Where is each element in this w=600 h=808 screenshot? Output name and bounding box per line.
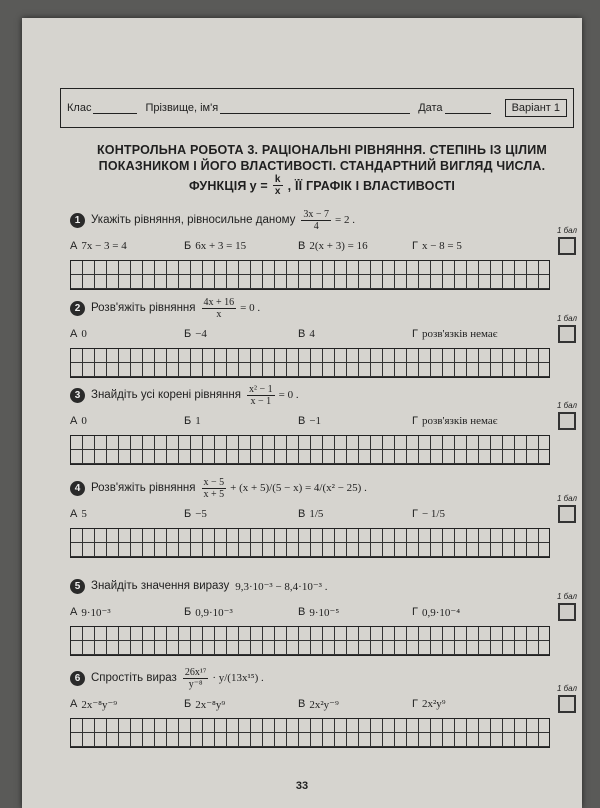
student-info-header — [60, 88, 574, 128]
answer-option[interactable] — [70, 415, 184, 427]
answer-option[interactable] — [298, 240, 412, 252]
fraction-denominator: 4 — [313, 220, 319, 232]
answer-option[interactable] — [412, 508, 526, 520]
name-input-line[interactable] — [220, 103, 410, 114]
score-label: 1 бал — [556, 226, 578, 235]
option-value: −4 — [195, 328, 207, 340]
option-letter: А — [70, 606, 78, 618]
option-value: розв'язків немає — [421, 328, 498, 340]
task-fraction — [202, 297, 237, 320]
option-letter: А — [70, 508, 78, 520]
fraction-numerator: 4x + 16 — [203, 296, 235, 308]
fraction-denominator: x + 5 — [203, 488, 225, 500]
score-marker — [554, 401, 580, 430]
title-equation: y = — [249, 178, 268, 193]
task-3 — [70, 383, 580, 465]
class-input-line[interactable] — [93, 103, 137, 114]
fraction-numerator: 26x¹⁷ — [184, 666, 207, 678]
expression-tail: = 2 . — [335, 214, 355, 226]
answer-options — [70, 694, 580, 714]
option-value: −5 — [195, 508, 207, 520]
score-marker — [554, 494, 580, 523]
answer-option[interactable] — [298, 415, 412, 427]
fraction-numerator: 3x − 7 — [303, 208, 330, 220]
option-letter: В — [298, 508, 306, 520]
answer-options — [70, 324, 580, 344]
expression-tail: = 0 . — [240, 302, 261, 314]
option-value: 9·10⁻³ — [81, 606, 111, 619]
task-number-badge: 4 — [70, 481, 85, 496]
option-value: 0 — [81, 415, 87, 427]
option-value: 2x²y⁻⁹ — [309, 698, 339, 711]
task-text: Знайдіть усі корені рівняння — [91, 389, 241, 401]
score-checkbox[interactable] — [558, 237, 576, 255]
fraction-denominator: x − 1 — [250, 395, 272, 407]
task-expression — [299, 209, 355, 232]
option-letter: Б — [184, 508, 192, 520]
task-6 — [70, 666, 580, 748]
option-letter: Г — [412, 606, 418, 618]
option-letter: Б — [184, 698, 192, 710]
option-value: 2(x + 3) = 16 — [309, 240, 368, 252]
page-number: 33 — [295, 780, 309, 792]
option-letter: Б — [184, 240, 192, 252]
answer-option[interactable] — [412, 415, 526, 427]
answer-option[interactable] — [298, 606, 412, 619]
option-letter: Г — [412, 508, 418, 520]
option-value: x − 8 = 5 — [421, 240, 462, 252]
option-letter: В — [298, 698, 306, 710]
answer-grid[interactable] — [70, 626, 550, 656]
task-number-badge: 5 — [70, 579, 85, 594]
task-number-badge: 1 — [70, 213, 85, 228]
title-line-2: ПОКАЗНИКОМ І ЙОГО ВЛАСТИВОСТІ. СТАНДАРТНИЙ ВИГЛЯД ЧИСЛА. — [98, 159, 546, 173]
score-checkbox[interactable] — [558, 412, 576, 430]
option-value: 5 — [81, 508, 87, 520]
task-expression — [200, 477, 367, 500]
name-label: Прізвище, ім'я — [145, 102, 219, 114]
option-letter: А — [70, 415, 78, 427]
answer-options — [70, 504, 580, 524]
variant-label: Варіант 1 — [505, 99, 567, 117]
option-letter: В — [298, 606, 306, 618]
option-letter: Б — [184, 328, 192, 340]
score-marker — [554, 226, 580, 255]
answer-options — [70, 602, 580, 622]
date-label: Дата — [418, 102, 443, 114]
fraction-denominator: x — [216, 308, 222, 320]
expression-tail: = 0 . — [278, 389, 299, 401]
answer-option[interactable] — [184, 328, 298, 340]
answer-option[interactable] — [184, 606, 298, 619]
class-field[interactable] — [67, 102, 137, 114]
option-value: 0 — [81, 328, 87, 340]
answer-grid[interactable] — [70, 260, 550, 290]
task-statement — [70, 476, 580, 500]
task-expression — [233, 580, 327, 593]
option-letter: Б — [184, 415, 192, 427]
title-line-3 — [189, 174, 455, 197]
task-number-badge: 2 — [70, 301, 85, 316]
option-letter: Г — [412, 698, 418, 710]
title-frac-den: x — [274, 186, 281, 197]
option-value: 1/5 — [309, 508, 324, 520]
answer-option[interactable] — [70, 698, 184, 711]
answer-option[interactable] — [70, 508, 184, 520]
answer-grid[interactable] — [70, 528, 550, 558]
score-label: 1 бал — [556, 494, 578, 503]
option-value: −1 — [309, 415, 322, 427]
option-value: 1 — [195, 415, 201, 427]
answer-options — [70, 411, 580, 431]
task-text: Знайдіть значення виразу — [91, 580, 230, 592]
option-value: 2x⁻⁸y⁻⁹ — [81, 698, 118, 711]
task-text: Розв'яжіть рівняння — [91, 482, 196, 494]
answer-grid[interactable] — [70, 435, 550, 465]
name-field[interactable] — [145, 102, 410, 114]
task-number-badge: 6 — [70, 671, 85, 686]
score-marker — [554, 314, 580, 343]
answer-option[interactable] — [184, 240, 298, 252]
option-letter: Г — [412, 240, 418, 252]
fraction-numerator: x − 5 — [203, 476, 225, 488]
task-fraction — [247, 384, 275, 407]
answer-option[interactable] — [184, 698, 298, 711]
option-letter: А — [70, 240, 78, 252]
option-value: 7x − 3 = 4 — [81, 240, 127, 252]
title-frac-num: k — [274, 174, 281, 185]
option-value: 9·10⁻⁵ — [309, 606, 340, 619]
task-statement — [70, 666, 580, 690]
task-fraction — [301, 209, 331, 232]
worksheet-page — [22, 18, 582, 808]
answer-option[interactable] — [298, 698, 412, 711]
score-label: 1 бал — [556, 592, 578, 601]
answer-option[interactable] — [412, 698, 526, 710]
score-checkbox[interactable] — [558, 325, 576, 343]
answer-option[interactable] — [70, 240, 184, 252]
task-text: Розв'яжіть рівняння — [91, 302, 196, 314]
task-statement — [70, 296, 580, 320]
option-letter: В — [298, 415, 306, 427]
task-statement — [70, 208, 580, 232]
answer-grid[interactable] — [70, 348, 550, 378]
option-letter: Б — [184, 606, 192, 618]
task-expression — [181, 667, 264, 690]
option-letter: Г — [412, 415, 418, 427]
option-letter: В — [298, 328, 306, 340]
fraction-numerator: x² − 1 — [248, 383, 273, 395]
task-fraction — [183, 667, 208, 690]
title-suffix: , ЇЇ ГРАФІК І ВЛАСТИВОСТІ — [287, 178, 456, 193]
answer-option[interactable] — [70, 328, 184, 340]
task-5 — [70, 574, 580, 656]
task-text: Спростіть вираз — [91, 672, 177, 684]
score-checkbox[interactable] — [558, 695, 576, 713]
task-expression — [200, 297, 261, 320]
test-title — [82, 142, 562, 197]
option-letter: Г — [412, 328, 418, 340]
task-statement — [70, 574, 580, 598]
score-label: 1 бал — [556, 401, 578, 410]
score-marker — [554, 684, 580, 713]
answer-grid[interactable] — [70, 718, 550, 748]
score-marker — [554, 592, 580, 621]
option-value: 2x⁻⁸y⁹ — [195, 698, 226, 711]
score-checkbox[interactable] — [558, 505, 576, 523]
date-input-line[interactable] — [445, 103, 491, 114]
answer-option[interactable] — [412, 240, 526, 252]
answer-option[interactable] — [298, 508, 412, 520]
task-statement — [70, 383, 580, 407]
option-letter: А — [70, 698, 78, 710]
answer-option[interactable] — [412, 328, 526, 340]
option-value: 0,9·10⁻⁴ — [421, 606, 461, 619]
answer-option[interactable] — [184, 508, 298, 520]
expression-tail: 9,3·10⁻³ − 8,4·10⁻³ . — [235, 580, 328, 593]
expression-tail: + (x + 5)/(5 − x) = 4/(x² − 25) . — [230, 482, 367, 494]
answer-option[interactable] — [70, 606, 184, 619]
title-fraction — [273, 174, 283, 197]
score-label: 1 бал — [556, 314, 578, 323]
fraction-denominator: y⁻⁸ — [188, 678, 203, 690]
option-letter: А — [70, 328, 78, 340]
answer-option[interactable] — [412, 606, 526, 619]
task-1 — [70, 208, 580, 290]
answer-option[interactable] — [298, 328, 412, 340]
option-value: 6x + 3 = 15 — [195, 240, 247, 252]
date-field[interactable] — [418, 102, 490, 114]
score-label: 1 бал — [556, 684, 578, 693]
expression-tail: · y/(13x¹⁵) . — [212, 672, 264, 684]
task-fraction — [202, 477, 227, 500]
score-checkbox[interactable] — [558, 603, 576, 621]
option-value: − 1/5 — [421, 508, 445, 520]
option-value: 2x²y⁹ — [421, 698, 446, 710]
option-value: 0,9·10⁻³ — [195, 606, 233, 619]
answer-option[interactable] — [184, 415, 298, 427]
task-4 — [70, 476, 580, 558]
task-expression — [245, 384, 299, 407]
option-letter: В — [298, 240, 306, 252]
task-text: Укажіть рівняння, рівносильне даному — [91, 214, 296, 226]
option-value: розв'язків немає — [421, 415, 498, 427]
answer-options — [70, 236, 580, 256]
task-number-badge: 3 — [70, 388, 85, 403]
class-label: Клас — [67, 102, 92, 114]
title-line-1: КОНТРОЛЬНА РОБОТА 3. РАЦІОНАЛЬНІ РІВНЯННЯ. СТЕПІНЬ ІЗ ЦІЛИМ — [96, 143, 548, 157]
task-2 — [70, 296, 580, 378]
option-value: 4 — [309, 328, 315, 340]
title-function-word: ФУНКЦІЯ — [188, 178, 247, 193]
